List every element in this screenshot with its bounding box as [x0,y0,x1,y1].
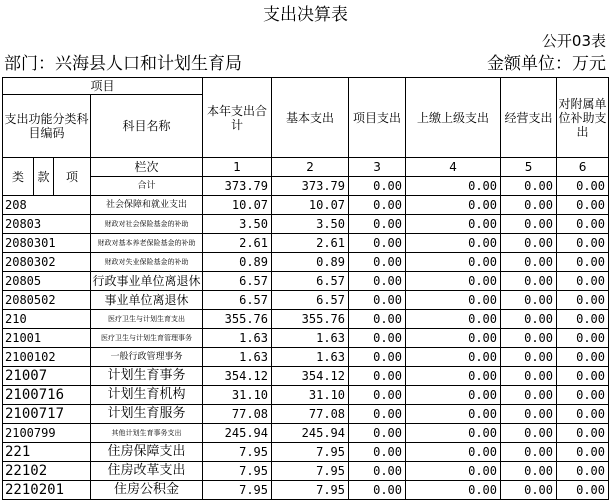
amount-cell: 2.61 [203,234,272,253]
amount-cell: 0.00 [406,405,501,424]
subject-name: 住房公积金 [91,481,203,500]
amount-cell: 0.00 [406,367,501,386]
amount-cell: 0.00 [349,386,406,405]
amount-cell: 0.00 [501,329,557,348]
table-row [3,310,609,329]
amount-cell: 0.00 [557,348,609,367]
amount-cell: 3.50 [203,215,272,234]
subject-name: 住房保障支出 [91,443,203,462]
amount-cell: 0.00 [349,405,406,424]
amount-cell: 0.00 [406,386,501,405]
amount-cell: 31.10 [272,386,349,405]
amount-cell: 1.63 [203,329,272,348]
subject-name: 一般行政管理事务 [91,348,203,367]
amount-cell: 1.63 [203,348,272,367]
amount-cell: 2.61 [272,234,349,253]
column-number: 6 [557,158,609,177]
amount-cell: 0.00 [349,424,406,443]
table-row [3,405,609,424]
amount-cell: 0.00 [501,291,557,310]
table-row [3,272,609,291]
header-func-code: 支出功能分类科目编码 [3,95,91,158]
amount-cell: 0.00 [557,253,609,272]
amount-cell: 0.00 [557,386,609,405]
table-row [3,386,609,405]
amount-cell: 10.07 [272,196,349,215]
table-row [3,367,609,386]
function-code: 2080502 [3,291,91,310]
function-code: 2100799 [3,424,91,443]
amount-cell: 0.00 [557,443,609,462]
amount-cell: 245.94 [272,424,349,443]
amount-cell: 354.12 [203,367,272,386]
amount-cell: 0.00 [406,329,501,348]
amount-cell: 7.95 [203,462,272,481]
amount-cell: 0.00 [501,253,557,272]
function-code: 20805 [3,272,91,291]
amount-cell: 0.00 [406,234,501,253]
header-project-expense: 项目支出 [349,78,406,158]
subject-name: 社会保障和就业支出 [91,196,203,215]
amount-cell: 0.00 [501,462,557,481]
amount-cell: 7.95 [272,481,349,500]
function-code: 20803 [3,215,91,234]
table-row [3,462,609,481]
total-value: 373.79 [272,177,349,196]
amount-cell: 0.00 [557,405,609,424]
amount-cell: 0.00 [557,462,609,481]
function-code: 2100102 [3,348,91,367]
amount-cell: 10.07 [203,196,272,215]
subject-name: 住房改革支出 [91,462,203,481]
amount-cell: 355.76 [203,310,272,329]
department-label: 部门：兴海县人口和计划生育局 [4,54,242,74]
amount-cell: 0.00 [349,481,406,500]
expenditure-table [2,77,609,500]
column-number: 4 [406,158,501,177]
amount-cell: 0.00 [406,272,501,291]
amount-cell: 0.00 [406,310,501,329]
header-basic: 基本支出 [272,78,349,158]
column-number: 2 [272,158,349,177]
table-row [3,481,609,500]
total-label: 合计 [91,177,203,196]
amount-cell: 0.00 [557,367,609,386]
amount-cell: 0.00 [557,234,609,253]
amount-cell: 0.89 [203,253,272,272]
amount-cell: 0.00 [501,215,557,234]
amount-cell: 6.57 [272,291,349,310]
total-value: 0.00 [501,177,557,196]
amount-cell: 77.08 [203,405,272,424]
table-row [3,291,609,310]
total-value: 0.00 [406,177,501,196]
header-section: 款 [34,158,54,196]
function-code: 221 [3,443,91,462]
amount-cell: 0.00 [349,234,406,253]
header-business: 经营支出 [501,78,557,158]
subject-name: 财政对社会保险基金的补助 [91,215,203,234]
amount-cell: 0.00 [349,310,406,329]
amount-cell: 6.57 [203,272,272,291]
amount-cell: 31.10 [203,386,272,405]
amount-cell: 0.00 [349,462,406,481]
amount-cell: 0.00 [349,329,406,348]
subject-name: 计划生育事务 [91,367,203,386]
function-code: 21001 [3,329,91,348]
function-code: 2100716 [3,386,91,405]
report-title: 支出决算表 [263,5,348,25]
subject-name: 计划生育机构 [91,386,203,405]
amount-cell: 0.00 [501,310,557,329]
table-row [3,234,609,253]
amount-cell: 0.00 [349,367,406,386]
function-code: 22102 [3,462,91,481]
amount-unit-label: 金额单位：万元 [487,54,606,74]
amount-cell: 6.57 [272,272,349,291]
amount-cell: 0.89 [272,253,349,272]
subject-name: 其他计划生育事务支出 [91,424,203,443]
header-upper-pay: 上缴上级支出 [406,78,501,158]
amount-cell: 0.00 [406,196,501,215]
amount-cell: 0.00 [501,424,557,443]
column-number: 5 [501,158,557,177]
amount-cell: 0.00 [406,424,501,443]
header-total: 本年支出合计 [203,78,272,158]
amount-cell: 0.00 [406,443,501,462]
header-subject-name: 科目名称 [91,95,203,158]
amount-cell: 0.00 [557,481,609,500]
amount-cell: 0.00 [406,215,501,234]
amount-cell: 7.95 [272,462,349,481]
function-code: 2100717 [3,405,91,424]
amount-cell: 0.00 [406,291,501,310]
amount-cell: 0.00 [501,481,557,500]
header-column-label: 栏次 [91,158,203,177]
table-row [3,196,609,215]
amount-cell: 355.76 [272,310,349,329]
amount-cell: 1.63 [272,329,349,348]
amount-cell: 77.08 [272,405,349,424]
function-code: 2080302 [3,253,91,272]
total-value: 373.79 [203,177,272,196]
amount-cell: 0.00 [557,310,609,329]
table-row [3,424,609,443]
amount-cell: 0.00 [349,215,406,234]
amount-cell: 0.00 [349,443,406,462]
function-code: 210 [3,310,91,329]
function-code: 2210201 [3,481,91,500]
amount-cell: 354.12 [272,367,349,386]
amount-cell: 0.00 [501,196,557,215]
amount-cell: 0.00 [406,253,501,272]
column-number: 3 [349,158,406,177]
subject-name: 医疗卫生与计划生育管理事务 [91,329,203,348]
subject-name: 计划生育服务 [91,405,203,424]
subject-name: 财政对基本养老保险基金的补助 [91,234,203,253]
amount-cell: 0.00 [501,234,557,253]
subject-name: 财政对失业保险基金的补助 [91,253,203,272]
subject-name: 行政事业单位离退休 [91,272,203,291]
amount-cell: 0.00 [406,462,501,481]
amount-cell: 0.00 [349,272,406,291]
amount-cell: 0.00 [557,329,609,348]
subject-name: 事业单位离退休 [91,291,203,310]
amount-cell: 245.94 [203,424,272,443]
amount-cell: 0.00 [501,272,557,291]
amount-cell: 6.57 [203,291,272,310]
table-row [3,215,609,234]
amount-cell: 0.00 [557,291,609,310]
column-number: 1 [203,158,272,177]
amount-cell: 0.00 [349,196,406,215]
amount-cell: 0.00 [501,443,557,462]
header-class: 类 [3,158,34,196]
amount-cell: 0.00 [557,215,609,234]
subject-name: 医疗卫生与计划生育支出 [91,310,203,329]
amount-cell: 7.95 [203,443,272,462]
amount-cell: 0.00 [349,253,406,272]
amount-cell: 0.00 [406,348,501,367]
table-row [3,443,609,462]
header-item: 项 [54,158,91,196]
amount-cell: 0.00 [557,272,609,291]
amount-cell: 0.00 [501,386,557,405]
amount-cell: 3.50 [272,215,349,234]
amount-cell: 1.63 [272,348,349,367]
header-project: 项目 [3,78,203,95]
amount-cell: 0.00 [349,291,406,310]
amount-cell: 0.00 [557,424,609,443]
amount-cell: 7.95 [272,443,349,462]
table-row [3,253,609,272]
total-value: 0.00 [557,177,609,196]
amount-cell: 0.00 [501,367,557,386]
total-row [3,177,609,196]
amount-cell: 0.00 [501,348,557,367]
form-code: 公开03表 [541,32,606,50]
header-subsidy: 对附属单位补助支出 [557,78,609,158]
amount-cell: 7.95 [203,481,272,500]
amount-cell: 0.00 [406,481,501,500]
amount-cell: 0.00 [349,348,406,367]
function-code: 208 [3,196,91,215]
function-code: 21007 [3,367,91,386]
amount-cell: 0.00 [501,405,557,424]
total-value: 0.00 [349,177,406,196]
table-row [3,348,609,367]
amount-cell: 0.00 [557,196,609,215]
table-row [3,329,609,348]
function-code: 2080301 [3,234,91,253]
